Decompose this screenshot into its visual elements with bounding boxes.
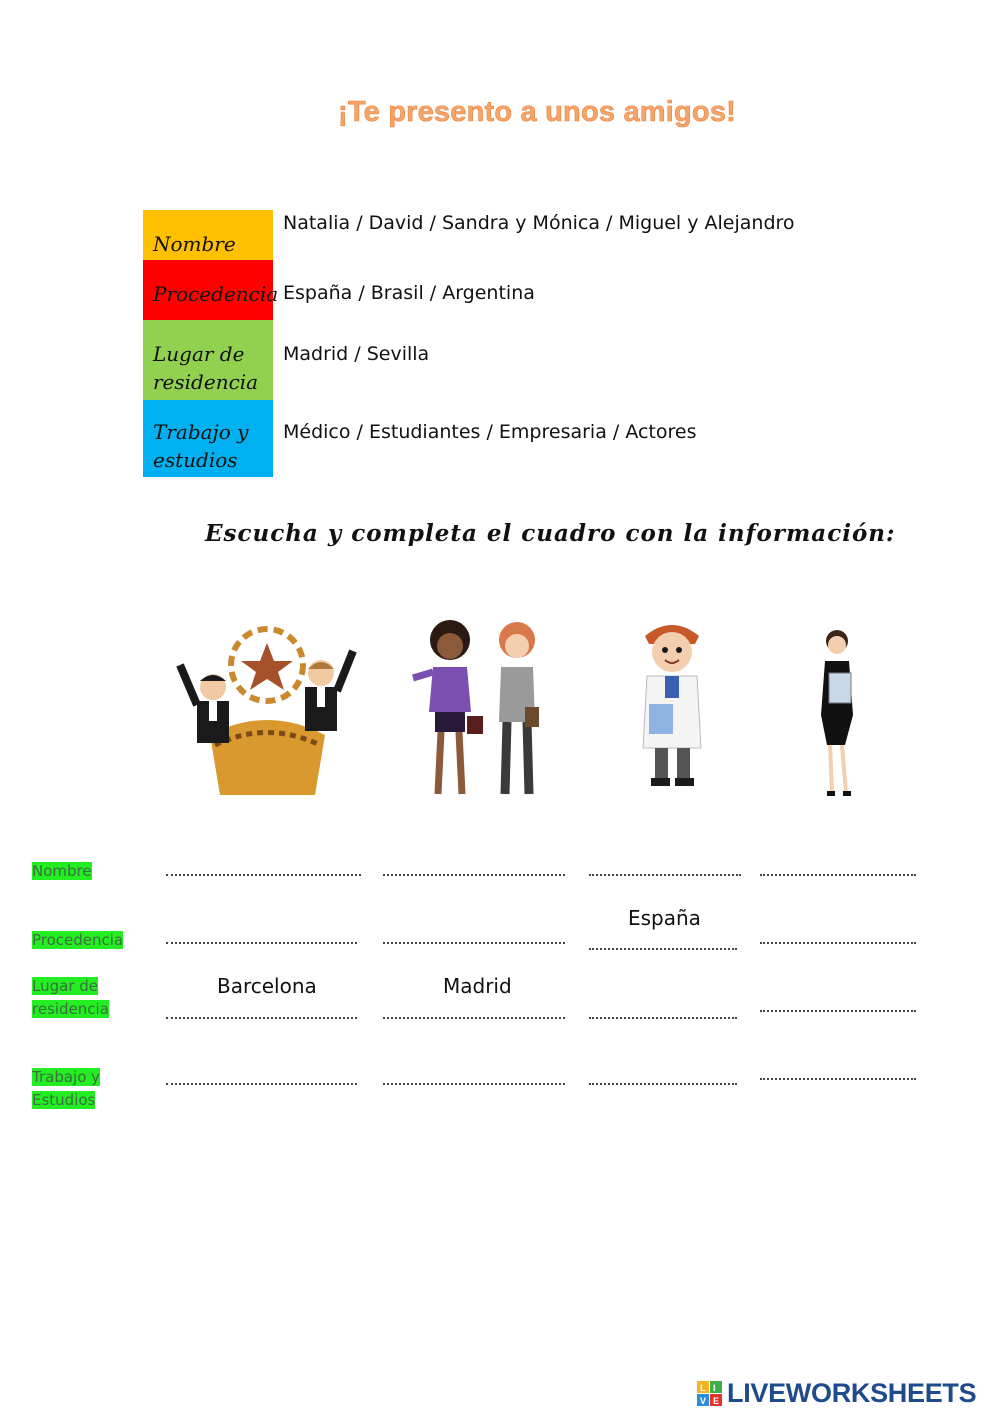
answer-blank-procedencia-3[interactable] — [589, 948, 737, 950]
answer-lugar-1: Barcelona — [217, 974, 317, 998]
category-values-nombre: Natalia / David / Sandra y Mónica / Miguel y Alejandro — [283, 212, 795, 234]
answer-blank-nombre-1[interactable] — [166, 874, 361, 876]
answer-blank-procedencia-1[interactable] — [166, 942, 357, 944]
category-values-trabajo: Médico / Estudiantes / Empresaria / Actores — [283, 421, 697, 443]
svg-text:E: E — [713, 1395, 720, 1406]
answer-blank-trabajo-2[interactable] — [383, 1083, 565, 1085]
answer-blank-nombre-4[interactable] — [760, 874, 916, 876]
answer-procedencia-3: España — [628, 906, 701, 930]
row-label-trabajo: Trabajo y Estudios — [32, 1068, 101, 1109]
answer-blank-lugar-2[interactable] — [383, 1017, 565, 1019]
liveworksheets-logo — [697, 1378, 976, 1409]
actors-award-illustration — [175, 625, 360, 800]
category-label-nombre: Nombre — [153, 232, 236, 256]
doctor-illustration — [635, 618, 710, 793]
row-label-lugar: Lugar de residencia — [32, 977, 109, 1018]
two-students-illustration — [405, 612, 545, 802]
svg-text:L: L — [700, 1382, 706, 1393]
svg-text:V: V — [700, 1395, 707, 1406]
liveworksheets-badge-icon — [697, 1381, 723, 1407]
answer-lugar-2: Madrid — [443, 974, 512, 998]
answer-blank-lugar-3[interactable] — [589, 1017, 737, 1019]
businesswoman-illustration — [815, 625, 865, 803]
svg-text:I: I — [713, 1382, 716, 1393]
category-values-procedencia: España / Brasil / Argentina — [283, 282, 535, 304]
answer-blank-lugar-4[interactable] — [760, 1010, 916, 1012]
answer-blank-procedencia-4[interactable] — [760, 942, 916, 944]
instruction-text: Escucha y completa el cuadro con la información: — [205, 520, 896, 547]
answer-blank-trabajo-4[interactable] — [760, 1078, 916, 1080]
answer-blank-nombre-3[interactable] — [589, 874, 741, 876]
liveworksheets-logo-text: LIVEWORKSHEETS — [727, 1378, 977, 1408]
category-label-lugar: Lugar de residencia — [153, 342, 259, 394]
answer-blank-lugar-1[interactable] — [166, 1017, 357, 1019]
row-label-procedencia: Procedencia — [32, 931, 124, 949]
category-values-lugar: Madrid / Sevilla — [283, 343, 430, 365]
category-label-procedencia: Procedencia — [153, 282, 279, 306]
row-label-nombre: Nombre — [32, 862, 92, 880]
page-title: ¡Te presento a unos amigos! — [338, 96, 737, 128]
answer-blank-trabajo-1[interactable] — [166, 1083, 357, 1085]
category-label-trabajo: Trabajo y estudios — [153, 420, 249, 472]
answer-blank-procedencia-2[interactable] — [383, 942, 565, 944]
answer-blank-nombre-2[interactable] — [383, 874, 565, 876]
answer-blank-trabajo-3[interactable] — [589, 1083, 737, 1085]
